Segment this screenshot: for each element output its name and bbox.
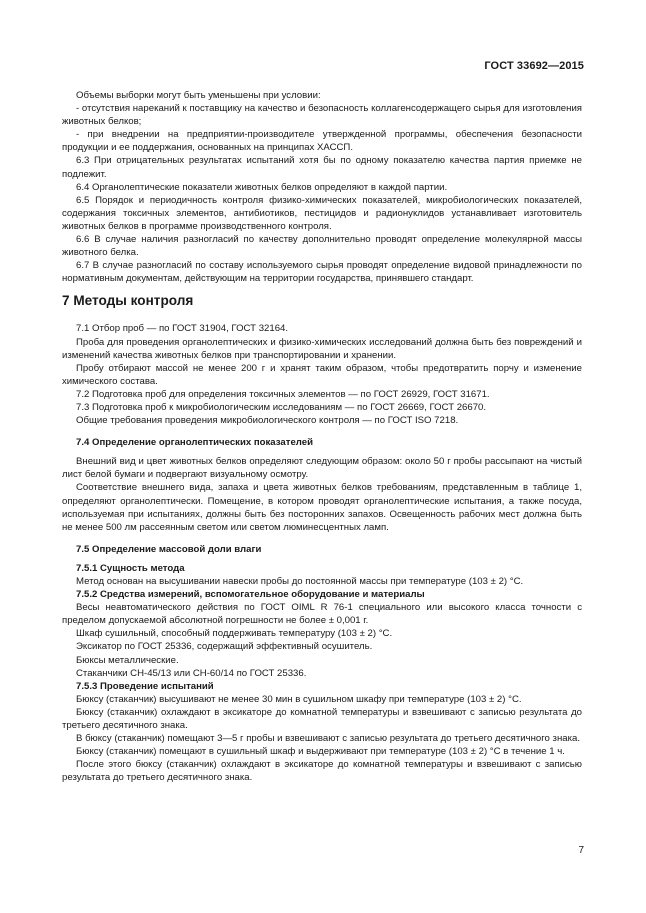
paragraph: Бюксу (стаканчик) охлаждают в эксикаторе до комнатной температуры и взвешивают с записью результата до третьего десятичного знака. <box>62 706 582 732</box>
paragraph: Бюксу (стаканчик) помещают в сушильный шкаф и выдерживают при температуре (103 ± 2) °С в течение 1 ч. <box>76 746 565 758</box>
paragraph: Объемы выборки могут быть уменьшены при условии: <box>76 90 321 101</box>
paragraph: 6.7 В случае разногласий по составу используемого сырья проводят определение видовой принадлежности по нормативным документам, действующим на территории государства, принявшего стандарт. <box>62 260 582 285</box>
paragraph: Пробу отбирают массой не менее 200 г и хранят таким образом, чтобы предотвратить порчу и изменение химического состава. <box>62 362 582 387</box>
paragraph: - при внедрении на предприятии-производителе утвержденной программы, обеспечения безопасности продукции и ее поддержания, основанных на принципах ХАССП. <box>62 129 582 154</box>
subsection-heading: 7.5 Определение массовой доли влаги <box>76 543 262 555</box>
paragraph: Бюксу (стаканчик) высушивают не менее 30 мин в сушильном шкафу при температуре (103 ± 2) °С. <box>76 693 522 705</box>
paragraph: 7.2 Подготовка проб для определения токсичных элементов — по ГОСТ 26929, ГОСТ 31671. <box>76 388 490 400</box>
section-heading: 7 Методы контроля <box>62 293 194 309</box>
paragraph: Шкаф сушильный, способный поддерживать температуру (103 ± 2) °С. <box>76 628 393 640</box>
page-content <box>62 89 582 785</box>
subsection-heading: 7.4 Определение органолептических показателей <box>76 437 313 449</box>
paragraph: 6.5 Порядок и периодичность контроля физико-химических показателей, микробиологических показателей, содержания токсичных элементов, антибиотиков, пестицидов и радионуклидов устанавливает изготовитель животных белков в программе производственного контроля. <box>62 194 582 232</box>
page-number: 7 <box>578 845 584 856</box>
paragraph: Внешний вид и цвет животных белков определяют следующим образом: около 50 г пробы рассыпают на чистый лист белой бумаги и подвергают визуальному осмотру. <box>62 456 582 481</box>
paragraph: - отсутствия нареканий к поставщику на качество и безопасность коллагенсодержащего сырья для изготовления животных белков; <box>62 103 582 128</box>
paragraph: 6.4 Органолептические показатели животных белков определяют в каждой партии. <box>76 181 448 193</box>
subsubsection-heading: 7.5.1 Сущность метода <box>76 562 185 574</box>
paragraph: 6.6 В случае наличия разногласий по качеству дополнительно проводят определение молекулярной массы животного белка. <box>62 234 582 259</box>
paragraph: Стаканчики СН-45/13 или СН-60/14 по ГОСТ 25336. <box>76 667 307 679</box>
paragraph: Общие требования проведения микробиологического контроля — по ГОСТ ISO 7218. <box>76 415 459 427</box>
paragraph: 7.3 Подготовка проб к микробиологическим исследованиям — по ГОСТ 26669, ГОСТ 26670. <box>76 401 487 413</box>
paragraph: 7.1 Отбор проб — по ГОСТ 31904, ГОСТ 32164. <box>76 323 289 335</box>
paragraph: 6.3 При отрицательных результатах испытаний хотя бы по одному показателю качества партия приемке не подлежит. <box>62 155 582 180</box>
paragraph: Проба для проведения органолептических и физико-химических исследований должна быть без повреждений и изменений качества животных белков при транспортировании и хранении. <box>62 336 582 361</box>
paragraph: Бюксы металлические. <box>76 654 179 666</box>
subsubsection-heading: 7.5.3 Проведение испытаний <box>76 680 214 692</box>
paragraph: Эксикатор по ГОСТ 25336, содержащий эффективный осушитель. <box>76 641 373 653</box>
paragraph: Соответствие внешнего вида, запаха и цвета животных белков требованиям, представленным в таблице 1, определяют органолептически. Помещение, в котором проводят органолептические испытания, а также посуда, используемая при испытаниях, должны быть без посторонних запахов. Освещенность рабочих мест должна быть не менее 500 лм рассеянным светом или светом люминесцентных ламп. <box>62 482 582 533</box>
subsubsection-heading: 7.5.2 Средства измерений, вспомогательное оборудование и материалы <box>76 589 425 601</box>
paragraph: В бюксу (стаканчик) помещают 3—5 г пробы и взвешивают с записью результата до третьего десятичного знака. <box>76 733 580 745</box>
paragraph: После этого бюксу (стаканчик) охлаждают в эксикаторе до комнатной температуры и взвешивают с записью результата до третьего десятичного знака. <box>62 759 582 784</box>
document-code: ГОСТ 33692—2015 <box>484 60 584 72</box>
paragraph: Весы неавтоматического действия по ГОСТ OIML R 76-1 специального или высокого класса точности с пределом допускаемой абсолютной погрешности не более ± 0,001 г. <box>62 602 582 627</box>
paragraph: Метод основан на высушивании навески пробы до постоянной массы при температуре (103 ± 2) °С. <box>76 576 524 587</box>
